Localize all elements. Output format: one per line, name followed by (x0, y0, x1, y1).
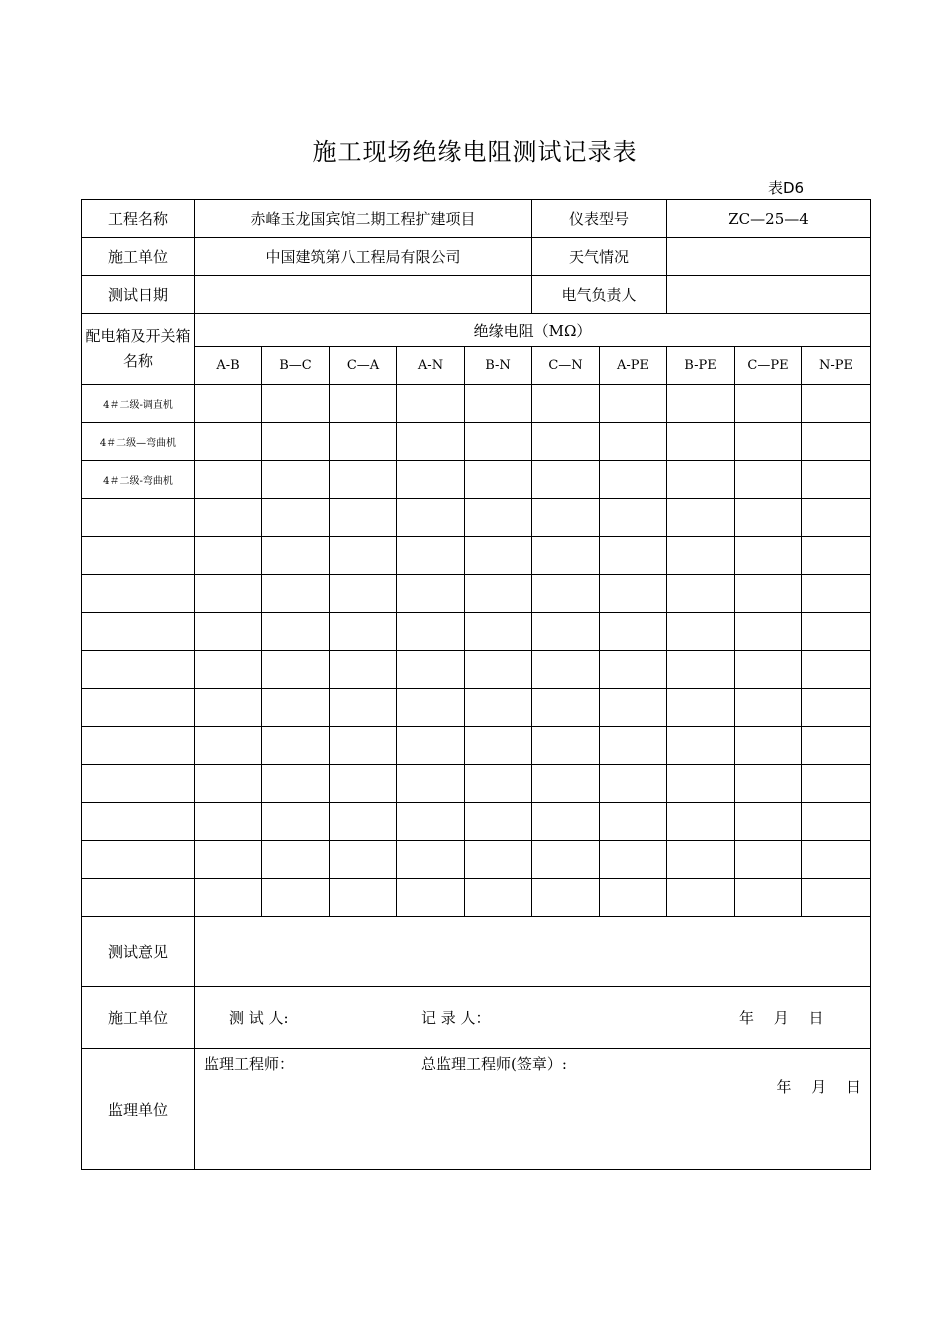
construction-sign-row (82, 987, 871, 1049)
resistance-cell[interactable] (330, 423, 397, 461)
column-header: C—N (532, 347, 600, 385)
resistance-cell[interactable] (600, 461, 667, 499)
engineer-label: 监理工程师： (204, 1055, 295, 1073)
resistance-cell[interactable] (735, 423, 802, 461)
resistance-cell[interactable] (195, 651, 262, 689)
resistance-cell[interactable] (802, 803, 871, 841)
resistance-cell[interactable] (262, 575, 330, 613)
tester-label: 测 试 人: (229, 1009, 289, 1027)
resistance-cell[interactable] (735, 727, 802, 765)
resistance-cell[interactable] (465, 765, 532, 803)
resistance-cell[interactable] (735, 575, 802, 613)
resistance-cell[interactable] (397, 765, 465, 803)
header-row-2 (82, 347, 871, 385)
resistance-cell[interactable] (330, 537, 397, 575)
resistance-cell[interactable] (397, 499, 465, 537)
resistance-cell[interactable] (532, 841, 600, 879)
resistance-cell[interactable] (262, 765, 330, 803)
box-name-cell[interactable] (82, 841, 195, 879)
resistance-cell[interactable] (195, 461, 262, 499)
resistance-cell[interactable] (802, 385, 871, 423)
resistance-cell[interactable] (600, 385, 667, 423)
resistance-cell[interactable] (330, 689, 397, 727)
column-header: C—A (330, 347, 397, 385)
resistance-header: 绝缘电阻（MΩ） (195, 314, 871, 347)
weather-label: 天气情况 (532, 238, 667, 276)
resistance-cell[interactable] (600, 613, 667, 651)
resistance-cell[interactable] (802, 575, 871, 613)
resistance-cell[interactable] (532, 537, 600, 575)
resistance-cell[interactable] (465, 689, 532, 727)
box-name-cell[interactable]: 4＃二级—弯曲机 (82, 423, 195, 461)
resistance-cell[interactable] (802, 461, 871, 499)
resistance-cell[interactable] (802, 499, 871, 537)
resistance-cell[interactable] (667, 385, 735, 423)
resistance-cell[interactable] (330, 879, 397, 917)
resistance-cell[interactable] (802, 879, 871, 917)
resistance-cell[interactable] (667, 727, 735, 765)
resistance-cell[interactable] (735, 385, 802, 423)
box-name-cell[interactable] (82, 651, 195, 689)
column-header: B—C (262, 347, 330, 385)
resistance-cell[interactable] (532, 613, 600, 651)
unit-value[interactable]: 中国建筑第八工程局有限公司 (195, 238, 532, 276)
elec-value[interactable] (667, 276, 871, 314)
resistance-cell[interactable] (465, 461, 532, 499)
resistance-cell[interactable] (397, 385, 465, 423)
resistance-cell[interactable] (330, 613, 397, 651)
unit-label: 施工单位 (82, 238, 195, 276)
date-value[interactable] (195, 276, 532, 314)
box-name-cell[interactable]: 4＃二级-弯曲机 (82, 461, 195, 499)
resistance-cell[interactable] (195, 499, 262, 537)
table-row (82, 651, 871, 689)
table-row (82, 461, 871, 499)
construction-sign-area[interactable] (195, 987, 871, 1049)
recorder-label: 记 录 人： (421, 1009, 491, 1027)
resistance-cell[interactable] (600, 651, 667, 689)
resistance-cell[interactable] (262, 803, 330, 841)
resistance-cell[interactable] (397, 689, 465, 727)
resistance-cell[interactable] (667, 765, 735, 803)
project-label: 工程名称 (82, 200, 195, 238)
resistance-cell[interactable] (195, 537, 262, 575)
resistance-cell[interactable] (330, 765, 397, 803)
resistance-cell[interactable] (465, 537, 532, 575)
resistance-cell[interactable] (195, 841, 262, 879)
table-row (82, 841, 871, 879)
resistance-cell[interactable] (532, 803, 600, 841)
resistance-cell[interactable] (600, 879, 667, 917)
resistance-cell[interactable] (195, 803, 262, 841)
resistance-cell[interactable] (667, 689, 735, 727)
resistance-cell[interactable] (397, 879, 465, 917)
supervision-date: 年 月 日 (776, 1078, 862, 1096)
table-row (82, 385, 871, 423)
resistance-cell[interactable] (330, 651, 397, 689)
resistance-cell[interactable] (262, 461, 330, 499)
resistance-cell[interactable] (735, 537, 802, 575)
resistance-cell[interactable] (802, 537, 871, 575)
chief-engineer-label: 总监理工程师(签章）: (421, 1055, 567, 1073)
resistance-cell[interactable] (802, 423, 871, 461)
resistance-cell[interactable] (262, 689, 330, 727)
resistance-cell[interactable] (532, 765, 600, 803)
resistance-cell[interactable] (397, 803, 465, 841)
resistance-cell[interactable] (667, 461, 735, 499)
resistance-cell[interactable] (195, 613, 262, 651)
resistance-cell[interactable] (600, 499, 667, 537)
supervision-label: 监理单位 (82, 1049, 195, 1170)
resistance-cell[interactable] (600, 841, 667, 879)
table-row (82, 803, 871, 841)
resistance-cell[interactable] (532, 385, 600, 423)
table-row (82, 423, 871, 461)
table-row (82, 613, 871, 651)
meter-value[interactable]: ZC—25—4 (667, 200, 871, 238)
resistance-cell[interactable] (465, 879, 532, 917)
resistance-cell[interactable] (262, 499, 330, 537)
box-name-cell[interactable] (82, 575, 195, 613)
resistance-cell[interactable] (195, 423, 262, 461)
resistance-cell[interactable] (465, 499, 532, 537)
info-row-date (82, 276, 871, 314)
resistance-cell[interactable] (802, 613, 871, 651)
table-row (82, 765, 871, 803)
resistance-cell[interactable] (600, 689, 667, 727)
column-header: N-PE (802, 347, 871, 385)
box-header: 配电箱及开关箱名称 (82, 314, 195, 385)
table-row (82, 575, 871, 613)
resistance-cell[interactable] (667, 537, 735, 575)
resistance-cell[interactable] (262, 423, 330, 461)
resistance-cell[interactable] (465, 651, 532, 689)
resistance-cell[interactable] (262, 841, 330, 879)
resistance-cell[interactable] (802, 651, 871, 689)
resistance-cell[interactable] (465, 841, 532, 879)
resistance-cell[interactable] (735, 651, 802, 689)
construction-date: 年 月 日 (739, 1009, 824, 1027)
record-table (81, 199, 871, 1170)
column-header: C—PE (735, 347, 802, 385)
resistance-cell[interactable] (735, 841, 802, 879)
resistance-cell[interactable] (532, 575, 600, 613)
resistance-cell[interactable] (600, 727, 667, 765)
resistance-cell[interactable] (532, 727, 600, 765)
box-name-cell[interactable] (82, 765, 195, 803)
resistance-cell[interactable] (532, 461, 600, 499)
opinion-row (82, 917, 871, 987)
resistance-cell[interactable] (397, 575, 465, 613)
resistance-cell[interactable] (735, 461, 802, 499)
box-name-cell[interactable] (82, 803, 195, 841)
resistance-cell[interactable] (802, 765, 871, 803)
table-row (82, 499, 871, 537)
resistance-cell[interactable] (532, 879, 600, 917)
resistance-cell[interactable] (397, 727, 465, 765)
supervision-sign-area[interactable] (195, 1049, 871, 1170)
page-title: 施工现场绝缘电阻测试记录表 (312, 138, 638, 166)
header-row-1 (82, 314, 871, 347)
box-name-cell[interactable] (82, 879, 195, 917)
resistance-cell[interactable] (262, 879, 330, 917)
info-row-unit (82, 238, 871, 276)
resistance-cell[interactable] (465, 423, 532, 461)
resistance-cell[interactable] (465, 727, 532, 765)
resistance-cell[interactable] (532, 499, 600, 537)
column-header: A-B (195, 347, 262, 385)
resistance-cell[interactable] (532, 651, 600, 689)
resistance-cell[interactable] (330, 461, 397, 499)
column-header: B-N (465, 347, 532, 385)
construction-label: 施工单位 (82, 987, 195, 1049)
box-name-cell[interactable] (82, 613, 195, 651)
resistance-cell[interactable] (397, 537, 465, 575)
resistance-cell[interactable] (397, 461, 465, 499)
box-name-cell[interactable] (82, 689, 195, 727)
opinion-field[interactable] (195, 917, 871, 987)
resistance-cell[interactable] (735, 879, 802, 917)
resistance-cell[interactable] (532, 423, 600, 461)
resistance-cell[interactable] (397, 651, 465, 689)
elec-label: 电气负责人 (532, 276, 667, 314)
resistance-cell[interactable] (330, 385, 397, 423)
resistance-cell[interactable] (600, 803, 667, 841)
resistance-cell[interactable] (667, 613, 735, 651)
resistance-cell[interactable] (735, 803, 802, 841)
supervision-row (82, 1049, 871, 1170)
resistance-cell[interactable] (667, 499, 735, 537)
resistance-cell[interactable] (667, 575, 735, 613)
resistance-cell[interactable] (802, 727, 871, 765)
meter-label: 仪表型号 (532, 200, 667, 238)
weather-value[interactable] (667, 238, 871, 276)
resistance-cell[interactable] (330, 803, 397, 841)
resistance-cell[interactable] (802, 841, 871, 879)
resistance-cell[interactable] (262, 537, 330, 575)
resistance-cell[interactable] (330, 575, 397, 613)
resistance-cell[interactable] (330, 499, 397, 537)
resistance-cell[interactable] (802, 689, 871, 727)
resistance-cell[interactable] (667, 879, 735, 917)
resistance-cell[interactable] (667, 651, 735, 689)
resistance-cell[interactable] (262, 385, 330, 423)
resistance-cell[interactable] (397, 423, 465, 461)
box-name-cell[interactable]: 4＃二级-调直机 (82, 385, 195, 423)
resistance-cell[interactable] (465, 803, 532, 841)
resistance-cell[interactable] (465, 385, 532, 423)
resistance-cell[interactable] (667, 803, 735, 841)
resistance-cell[interactable] (195, 879, 262, 917)
resistance-cell[interactable] (262, 613, 330, 651)
resistance-cell[interactable] (262, 727, 330, 765)
resistance-cell[interactable] (600, 423, 667, 461)
resistance-cell[interactable] (195, 727, 262, 765)
resistance-cell[interactable] (735, 613, 802, 651)
column-header: A-PE (600, 347, 667, 385)
resistance-cell[interactable] (262, 651, 330, 689)
resistance-cell[interactable] (397, 841, 465, 879)
column-header: A-N (397, 347, 465, 385)
resistance-cell[interactable] (735, 765, 802, 803)
opinion-label: 测试意见 (82, 917, 195, 987)
table-row (82, 537, 871, 575)
table-row (82, 727, 871, 765)
resistance-cell[interactable] (600, 575, 667, 613)
table-row (82, 689, 871, 727)
resistance-cell[interactable] (667, 841, 735, 879)
resistance-cell[interactable] (735, 499, 802, 537)
resistance-cell[interactable] (465, 575, 532, 613)
date-label: 测试日期 (82, 276, 195, 314)
box-name-cell[interactable] (82, 537, 195, 575)
resistance-cell[interactable] (532, 689, 600, 727)
table-row (82, 879, 871, 917)
box-name-cell[interactable] (82, 499, 195, 537)
box-name-cell[interactable] (82, 727, 195, 765)
resistance-cell[interactable] (600, 537, 667, 575)
resistance-cell[interactable] (330, 727, 397, 765)
resistance-cell[interactable] (735, 689, 802, 727)
column-header: B-PE (667, 347, 735, 385)
resistance-cell[interactable] (465, 613, 532, 651)
resistance-cell[interactable] (667, 423, 735, 461)
resistance-cell[interactable] (397, 613, 465, 651)
resistance-cell[interactable] (330, 841, 397, 879)
info-row-project (82, 200, 871, 238)
resistance-cell[interactable] (195, 765, 262, 803)
resistance-cell[interactable] (195, 385, 262, 423)
resistance-cell[interactable] (195, 689, 262, 727)
form-number: 表D6 (768, 179, 805, 197)
project-value[interactable]: 赤峰玉龙国宾馆二期工程扩建项目 (195, 200, 532, 238)
resistance-cell[interactable] (195, 575, 262, 613)
resistance-cell[interactable] (600, 765, 667, 803)
